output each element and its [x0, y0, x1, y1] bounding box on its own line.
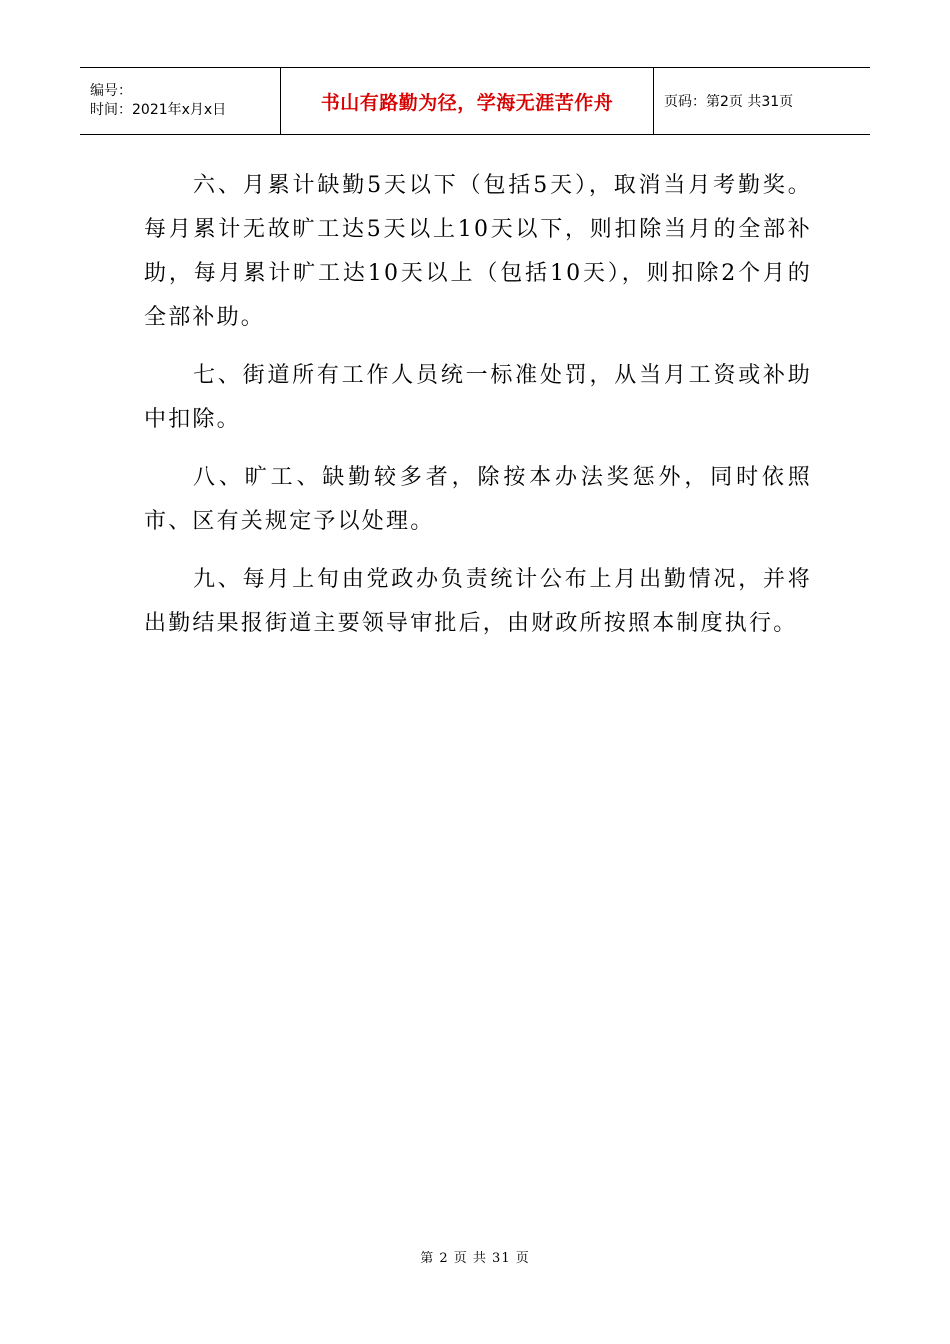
paragraph-six: 六、月累计缺勤5天以下（包括5天），取消当月考勤奖。每月累计无故旷工达5天以上10天以下，则扣除当月的全部补助，每月累计旷工达10天以上（包括10天），则扣除2个月的全部补助。 — [144, 173, 812, 330]
paragraph-nine: 九、每月上旬由党政办负责统计公布上月出勤情况，并将出勤结果报街道主要领导审批后，由财政所按照本制度执行。 — [144, 567, 812, 636]
paragraph-seven: 七、街道所有工作人员统一标准处罚，从当月工资或补助中扣除。 — [144, 363, 812, 432]
header-page-cell — [654, 68, 870, 134]
paragraph-eight: 八、旷工、缺勤较多者，除按本办法奖惩外，同时依照市、区有关规定予以处理。 — [144, 465, 812, 534]
header-motto-cell — [281, 68, 654, 134]
document-body — [144, 164, 812, 660]
document-number-label: 编号： — [90, 83, 132, 99]
header-page-label: 页码：第2页 共31页 — [664, 94, 794, 110]
motto-text: 书山有路勤为径，学海无涯苦作舟 — [320, 91, 614, 114]
document-time-label: 时间：2021年x月x日 — [90, 102, 227, 118]
header-meta-cell — [80, 68, 281, 134]
document-header — [80, 67, 870, 135]
page-footer: 第 2 页 共 31 页 — [420, 1251, 530, 1266]
